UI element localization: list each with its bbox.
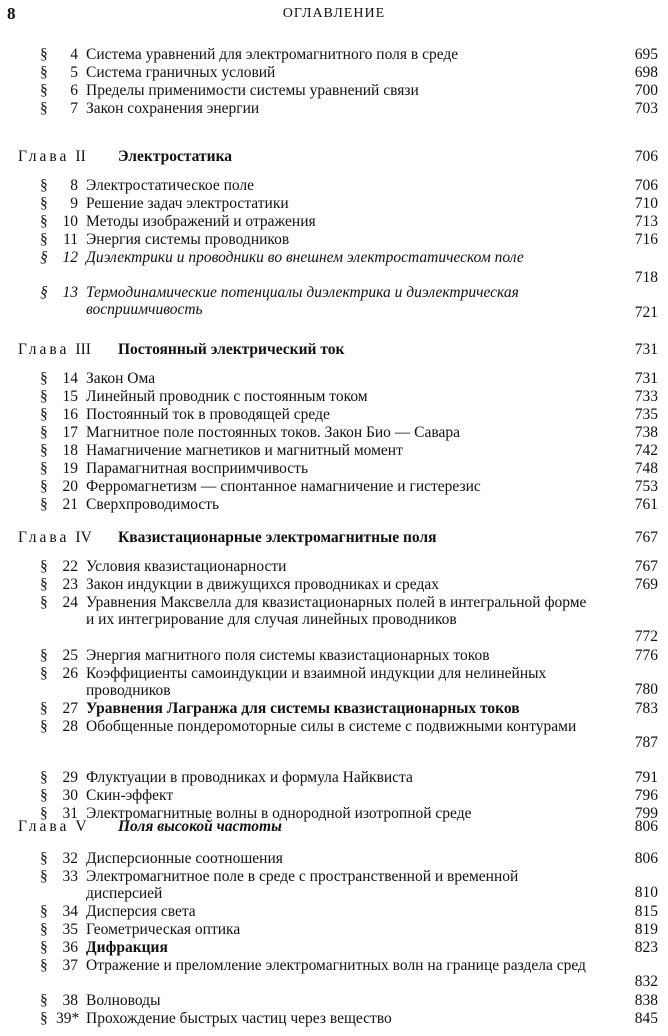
section-sign: § [40, 231, 48, 248]
section-number: 8 [70, 177, 78, 194]
section-title: Электромагнитное поле в среде с пространственной и временной дисперсией [86, 868, 519, 902]
section-number: 37 [62, 957, 78, 974]
section-title: Коэффициенты самоиндукции и взаимной индукции для нелинейных проводников [86, 665, 547, 699]
section-sign: § [40, 64, 48, 81]
section-sign: § [40, 177, 48, 194]
chapter-word [18, 341, 91, 358]
section-page: 845 [634, 1010, 658, 1027]
section-number: 30 [62, 787, 78, 804]
section-sign: § [40, 805, 48, 822]
section-title: Дисперсия света [86, 903, 196, 920]
page-header [0, 4, 668, 28]
section-number: 5 [70, 64, 78, 81]
section-sign: § [40, 460, 48, 477]
section-page: 776 [634, 647, 658, 664]
section-title: Пределы применимости системы уравнений связи [86, 82, 419, 99]
chapter-word [18, 529, 92, 546]
section-number: 36 [62, 939, 78, 956]
section-number: 19 [62, 460, 78, 477]
section-page: 706 [634, 177, 658, 194]
section-number: 26 [62, 665, 78, 682]
section-page: 767 [634, 558, 658, 575]
section-title: Энергия системы проводников [86, 231, 290, 248]
chapter-roman-numeral: II [75, 148, 86, 165]
section-number: 29 [62, 769, 78, 786]
section-title: Решение задач электростатики [86, 195, 289, 212]
section-page: 718 [634, 269, 658, 286]
section-page: 832 [634, 973, 658, 990]
section-title: Условия квазистационарности [86, 558, 287, 575]
section-number: 13 [62, 284, 78, 301]
section-title: Дифракция [86, 939, 168, 956]
section-title: Электромагнитные волны в однородной изотропной среде [86, 805, 472, 822]
section-title: Обобщенные пондеромоторные силы в системе с подвижными контурами [86, 718, 577, 735]
section-number: 24 [62, 594, 78, 611]
section-number: 9 [70, 195, 78, 212]
section-page: 733 [634, 388, 658, 405]
section-sign: § [40, 787, 48, 804]
section-sign: § [40, 718, 48, 735]
section-sign: § [40, 46, 48, 63]
section-page: 710 [634, 195, 658, 212]
section-title: Диэлектрики и проводники во внешнем электростатическом поле [86, 249, 524, 266]
chapter-label: Глава [18, 148, 70, 165]
section-page: 783 [634, 700, 658, 717]
section-title: Прохождение быстрых частиц через вещество [86, 1010, 392, 1027]
chapter-word [18, 148, 86, 165]
chapter-label: Глава [18, 341, 70, 358]
section-number: 4 [70, 46, 78, 63]
chapter-label: Глава [18, 529, 70, 546]
section-sign: § [40, 213, 48, 230]
section-number: 34 [62, 903, 78, 920]
section-sign: § [40, 992, 48, 1009]
section-number: 11 [63, 231, 78, 248]
chapter-roman-numeral: IV [75, 529, 92, 546]
section-sign: § [40, 388, 48, 405]
section-page: 769 [634, 576, 658, 593]
section-number: 15 [62, 388, 78, 405]
section-title: Уравнения Лагранжа для системы квазистационарных токов [86, 700, 520, 717]
section-number: 23 [62, 576, 78, 593]
section-sign: § [40, 594, 48, 611]
section-page: 772 [634, 628, 658, 645]
section-title: Намагничение магнетиков и магнитный момент [86, 442, 403, 459]
section-page: 703 [634, 100, 658, 117]
section-sign: § [40, 442, 48, 459]
section-page: 700 [634, 82, 658, 99]
section-page: 753 [634, 478, 658, 495]
section-page: 735 [634, 406, 658, 423]
section-title: Линейный проводник с постоянным током [86, 388, 368, 405]
section-page: 838 [634, 992, 658, 1009]
section-number: 22 [62, 558, 78, 575]
section-title: Сверхпроводимость [86, 496, 220, 513]
chapter-title: Постоянный электрический ток [118, 341, 345, 358]
chapter-label: Глава [18, 818, 70, 835]
chapter-roman-numeral: III [75, 341, 91, 358]
section-sign: § [40, 1010, 48, 1027]
section-page: 791 [634, 769, 658, 786]
section-number: 38 [62, 992, 78, 1009]
chapter-word [18, 818, 87, 835]
section-title: Закон Ома [86, 370, 156, 387]
section-number: 14 [62, 370, 78, 387]
section-page: 819 [634, 921, 658, 938]
section-page: 748 [634, 460, 658, 477]
section-sign: § [40, 370, 48, 387]
section-title: Скин-эффект [86, 787, 174, 804]
section-sign: § [40, 478, 48, 495]
section-title: Постоянный ток в проводящей среде [86, 406, 330, 423]
section-page: 695 [634, 46, 658, 63]
section-sign: § [40, 700, 48, 717]
section-page: 731 [634, 370, 658, 387]
section-sign: § [40, 249, 48, 266]
chapter-page: 706 [634, 148, 658, 165]
section-sign: § [40, 939, 48, 956]
section-page: 823 [634, 939, 658, 956]
section-page: 810 [634, 884, 658, 901]
section-title: Волноводы [86, 992, 161, 1009]
page-number: 8 [7, 4, 16, 23]
chapter-page: 731 [634, 341, 658, 358]
section-sign: § [40, 406, 48, 423]
section-page: 713 [634, 213, 658, 230]
section-title: Термодинамические потенциалы диэлектрика и диэлектрическая восприимчивость [86, 284, 519, 318]
section-number: 33 [62, 868, 78, 885]
section-number: 21 [62, 496, 78, 513]
section-title: Методы изображений и отражения [86, 213, 316, 230]
section-page: 799 [634, 805, 658, 822]
section-sign: § [40, 769, 48, 786]
section-title: Электростатическое поле [86, 177, 255, 194]
section-number: 17 [62, 424, 78, 441]
section-title: Система граничных условий [86, 64, 276, 81]
section-title: Закон сохранения энергии [86, 100, 260, 117]
section-title: Парамагнитная восприимчивость [86, 460, 309, 477]
section-page: 721 [634, 304, 658, 321]
section-page: 780 [634, 681, 658, 698]
section-page: 761 [634, 496, 658, 513]
section-sign: § [40, 957, 48, 974]
chapter-title: Квазистационарные электромагнитные поля [118, 529, 437, 546]
section-title: Флуктуации в проводниках и формула Найквиста [86, 769, 413, 786]
section-number: 12 [62, 249, 78, 266]
section-title: Геометрическая оптика [86, 921, 241, 938]
chapter-title: Поля высокой частоты [118, 818, 282, 835]
section-number: 18 [62, 442, 78, 459]
section-page: 742 [634, 442, 658, 459]
section-number: 28 [62, 718, 78, 735]
section-sign: § [40, 665, 48, 682]
section-number: 16 [62, 406, 78, 423]
section-page: 787 [634, 734, 658, 751]
section-sign: § [40, 496, 48, 513]
section-title: Уравнения Максвелла для квазистационарных полей в интегральной форме и их интегрирование для случая линейных проводников [86, 594, 587, 628]
chapter-title: Электростатика [118, 148, 233, 165]
section-page: 796 [634, 787, 658, 804]
section-sign: § [40, 921, 48, 938]
section-page: 738 [634, 424, 658, 441]
section-number: 39* [56, 1010, 80, 1027]
section-title: Дисперсионные соотношения [86, 850, 283, 867]
section-number: 32 [62, 850, 78, 867]
section-number: 7 [70, 100, 78, 117]
section-page: 698 [634, 64, 658, 81]
section-page: 716 [634, 231, 658, 248]
chapter-roman-numeral: V [75, 818, 87, 835]
section-title: Магнитное поле постоянных токов. Закон Био — Савара [86, 424, 461, 441]
section-number: 31 [62, 805, 78, 822]
section-page: 815 [634, 903, 658, 920]
section-title: Отражение и преломление электромагнитных волн на границе раздела сред [86, 957, 586, 974]
chapter-page: 767 [634, 529, 658, 546]
section-number: 35 [62, 921, 78, 938]
section-sign: § [40, 195, 48, 212]
running-title: ОГЛАВЛЕНИЕ [282, 6, 386, 21]
section-sign: § [40, 647, 48, 664]
section-sign: § [40, 868, 48, 885]
section-number: 6 [70, 82, 78, 99]
section-number: 25 [62, 647, 78, 664]
chapter-page: 806 [634, 818, 658, 835]
section-sign: § [40, 576, 48, 593]
section-title: Энергия магнитного поля системы квазистационарных токов [86, 647, 490, 664]
section-title: Закон индукции в движущихся проводниках и средах [86, 576, 439, 593]
section-number: 20 [62, 478, 78, 495]
section-sign: § [40, 558, 48, 575]
section-number: 10 [62, 213, 78, 230]
section-sign: § [40, 284, 48, 301]
section-sign: § [40, 850, 48, 867]
section-sign: § [40, 903, 48, 920]
section-number: 27 [62, 700, 78, 717]
section-sign: § [40, 82, 48, 99]
section-page: 806 [634, 850, 658, 867]
section-sign: § [40, 100, 48, 117]
section-title: Ферромагнетизм — спонтанное намагничение и гистерезис [86, 478, 481, 495]
section-sign: § [40, 424, 48, 441]
section-title: Система уравнений для электромагнитного поля в среде [86, 46, 459, 63]
